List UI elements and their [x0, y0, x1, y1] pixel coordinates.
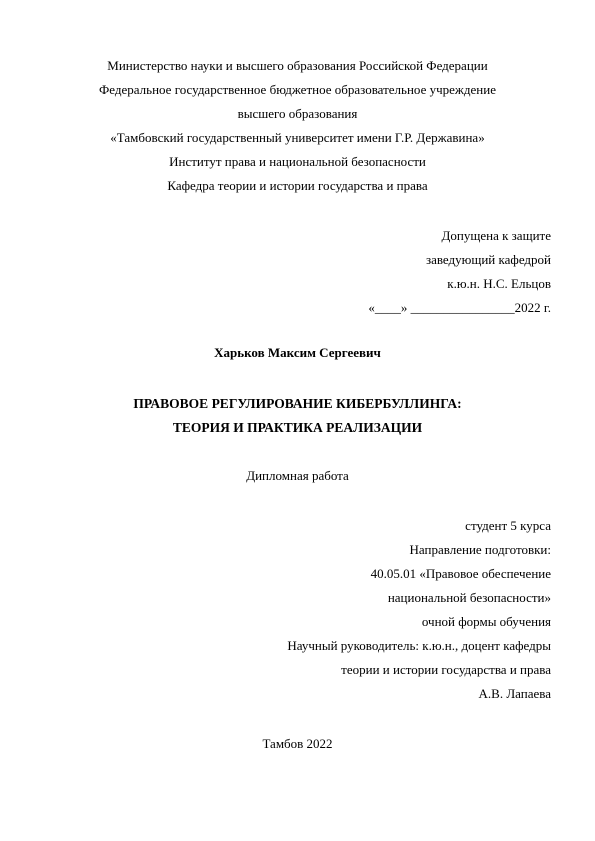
direction-name-line: национальной безопасности»	[387, 590, 551, 605]
supervisor-title-line: Научный руководитель: к.ю.н., доцент кафедры	[287, 638, 551, 653]
thesis-title-line-1: ПРАВОВОЕ РЕГУЛИРОВАНИЕ КИБЕРБУЛЛИНГА:	[133, 396, 462, 411]
study-form-line: очной формы обучения	[421, 614, 551, 629]
approval-name-line: к.ю.н. Н.С. Ельцов	[447, 276, 551, 291]
ministry-line: Министерство науки и высшего образования Российской Федерации	[107, 58, 488, 73]
university-name-line: «Тамбовский государственный университет имени Г.Р. Державина»	[110, 130, 485, 145]
institution-type-line: Федеральное государственное бюджетное образовательное учреждение	[99, 82, 496, 97]
student-course-line: студент 5 курса	[465, 518, 551, 533]
approval-role-line: заведующий кафедрой	[425, 252, 551, 267]
direction-code-line: 40.05.01 «Правовое обеспечение	[370, 566, 551, 581]
supervisor-department-line: теории и истории государства и права	[341, 662, 551, 677]
institute-line: Институт права и национальной безопасности	[169, 154, 426, 169]
thesis-title-line-2: ТЕОРИЯ И ПРАКТИКА РЕАЛИЗАЦИИ	[172, 420, 423, 435]
work-type-line: Дипломная работа	[246, 468, 349, 483]
approval-status-line: Допущена к защите	[441, 228, 551, 243]
approval-date-line: «____» ________________2022 г.	[368, 300, 551, 315]
department-line: Кафедра теории и истории государства и права	[167, 178, 428, 193]
author-name: Харьков Максим Сергеевич	[214, 345, 381, 360]
supervisor-name-line: А.В. Лапаева	[478, 686, 551, 701]
direction-label-line: Направление подготовки:	[409, 542, 551, 557]
city-year-line: Тамбов 2022	[262, 736, 333, 751]
education-level-line: высшего образования	[237, 106, 358, 121]
